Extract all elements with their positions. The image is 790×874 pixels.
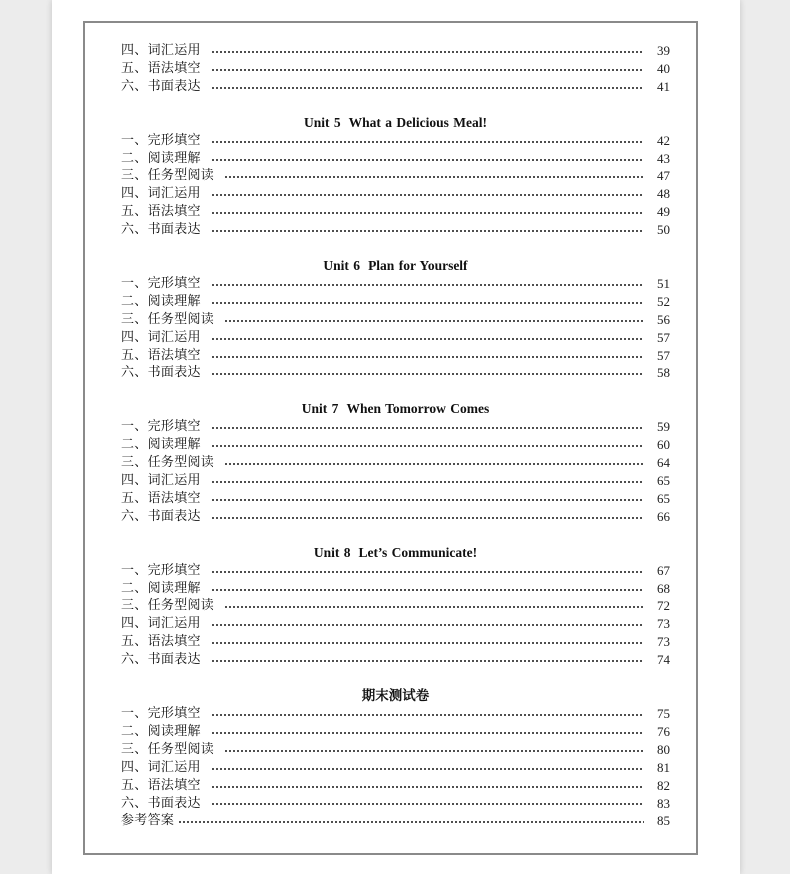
toc-entry-label: 参考答案 — [121, 813, 175, 829]
toc-entry-page: 49 — [657, 204, 670, 220]
toc-entry-page: 76 — [657, 723, 670, 739]
toc-entry-label: 二、阅读理解 — [121, 293, 201, 309]
toc-entry[interactable] — [121, 203, 670, 221]
toc-entry-label: 四、词汇运用 — [121, 186, 201, 202]
toc-entry-page: 65 — [657, 490, 670, 506]
toc-entry-page: 74 — [657, 652, 670, 668]
table-of-contents — [121, 42, 670, 830]
dot-leader — [224, 463, 644, 465]
toc-entry-label: 六、书面表达 — [121, 652, 201, 668]
toc-entry[interactable] — [121, 347, 670, 365]
toc-entry[interactable] — [121, 633, 670, 651]
toc-entry-label: 四、词汇运用 — [121, 616, 201, 632]
toc-entry-page: 51 — [657, 276, 670, 292]
toc-entry-label: 一、完形填空 — [121, 419, 201, 435]
toc-entry-page: 67 — [657, 562, 670, 578]
toc-entry[interactable] — [121, 454, 670, 472]
unit-number: Unit 8 — [313, 544, 351, 560]
dot-leader — [211, 159, 644, 161]
section-heading — [121, 257, 670, 275]
dot-leader — [211, 141, 644, 143]
toc-entry-label: 四、词汇运用 — [121, 473, 201, 489]
dot-leader — [211, 445, 644, 447]
toc-entry[interactable] — [121, 311, 670, 329]
dot-leader — [211, 803, 644, 805]
toc-sections — [121, 114, 670, 831]
toc-entry[interactable] — [121, 293, 670, 311]
toc-entry-page: 52 — [657, 293, 670, 309]
toc-entry-label: 六、书面表达 — [121, 795, 201, 811]
dot-leader — [211, 212, 644, 214]
dot-leader — [211, 499, 644, 501]
toc-entry-label: 五、语法填空 — [121, 347, 201, 363]
dot-leader — [224, 750, 644, 752]
toc-entry-page: 83 — [657, 795, 670, 811]
section-heading — [121, 114, 670, 132]
toc-entry-page: 65 — [657, 473, 670, 489]
dot-leader — [211, 427, 644, 429]
dot-leader — [211, 302, 644, 304]
toc-entry[interactable] — [121, 705, 670, 723]
dot-leader — [224, 176, 644, 178]
dot-leader — [211, 338, 644, 340]
toc-entry[interactable] — [121, 723, 670, 741]
toc-entry-label: 二、阅读理解 — [121, 723, 201, 739]
toc-entry[interactable] — [121, 185, 670, 203]
toc-entry[interactable] — [121, 275, 670, 293]
toc-entry[interactable] — [121, 132, 670, 150]
toc-entry[interactable] — [121, 562, 670, 580]
toc-entry-label: 二、阅读理解 — [121, 150, 201, 166]
unit-number: Unit 5 — [304, 114, 341, 130]
section-heading — [121, 687, 670, 705]
section-title: 期末测试卷 — [361, 688, 430, 704]
toc-entry[interactable] — [121, 60, 670, 78]
toc-entry-label: 二、阅读理解 — [121, 580, 201, 596]
toc-entry-label: 三、任务型阅读 — [121, 311, 215, 327]
toc-entry[interactable] — [121, 580, 670, 598]
dot-leader — [211, 768, 644, 770]
toc-entry-label: 四、词汇运用 — [121, 759, 201, 775]
toc-entry-label: 一、完形填空 — [121, 562, 201, 578]
dot-leader — [211, 714, 644, 716]
section-title: Plan for Yourself — [368, 258, 468, 274]
toc-entry-page: 72 — [657, 598, 670, 614]
dot-leader — [211, 642, 644, 644]
dot-leader — [211, 69, 644, 71]
dot-leader — [224, 320, 644, 322]
toc-entry-page: 56 — [657, 311, 670, 327]
toc-entry[interactable] — [121, 167, 670, 185]
toc-entry[interactable] — [121, 741, 670, 759]
dot-leader — [211, 660, 644, 662]
section-heading — [121, 400, 670, 418]
toc-entry-label: 四、词汇运用 — [121, 329, 201, 345]
toc-entry-page: 57 — [657, 329, 670, 345]
unit-number: Unit 7 — [301, 401, 339, 417]
section-heading — [121, 544, 670, 562]
toc-entry-page: 50 — [657, 222, 670, 238]
toc-entry-label: 五、语法填空 — [121, 490, 201, 506]
toc-entry-label: 五、语法填空 — [121, 204, 201, 220]
toc-entry-page: 81 — [657, 759, 670, 775]
toc-entry-page: 43 — [657, 150, 670, 166]
toc-entry-label: 一、完形填空 — [121, 276, 201, 292]
toc-entry-label: 一、完形填空 — [121, 706, 201, 722]
dot-leader — [211, 284, 644, 286]
toc-entry[interactable] — [121, 615, 670, 633]
dot-leader — [211, 373, 644, 375]
toc-entry-page: 41 — [657, 78, 670, 94]
toc-continued-entries — [121, 42, 670, 96]
dot-leader — [211, 230, 644, 232]
dot-leader — [211, 87, 644, 89]
toc-entry[interactable] — [121, 329, 670, 347]
dot-leader — [211, 624, 644, 626]
toc-entry-page: 85 — [657, 813, 670, 829]
toc-entry[interactable] — [121, 42, 670, 60]
dot-leader — [211, 356, 644, 358]
section-title: Let’s Communicate! — [358, 544, 478, 560]
toc-entry-page: 57 — [657, 347, 670, 363]
toc-entry-page: 59 — [657, 419, 670, 435]
toc-entry-label: 四、词汇运用 — [121, 43, 201, 58]
toc-entry-label: 三、任务型阅读 — [121, 168, 215, 184]
dot-leader — [211, 732, 644, 734]
toc-entry-page: 82 — [657, 777, 670, 793]
toc-entry-label: 三、任务型阅读 — [121, 455, 215, 471]
toc-entry[interactable] — [121, 150, 670, 168]
toc-entry-page: 48 — [657, 186, 670, 202]
toc-entry-label: 六、书面表达 — [121, 508, 201, 524]
dot-leader — [211, 51, 644, 53]
toc-entry-page: 42 — [657, 132, 670, 148]
toc-entry-page: 73 — [657, 616, 670, 632]
toc-entry-page: 58 — [657, 365, 670, 381]
toc-entry-label: 五、语法填空 — [121, 634, 201, 650]
toc-entry-label: 六、书面表达 — [121, 365, 201, 381]
toc-entry-label: 三、任务型阅读 — [121, 741, 215, 757]
dot-leader — [211, 481, 644, 483]
toc-entry[interactable] — [121, 364, 670, 382]
dot-leader — [211, 571, 644, 573]
dot-leader — [211, 786, 644, 788]
toc-entry-label: 三、任务型阅读 — [121, 598, 215, 614]
toc-entry-page: 66 — [657, 508, 670, 524]
toc-entry[interactable] — [121, 795, 670, 813]
dot-leader — [178, 821, 644, 823]
toc-entry[interactable] — [121, 436, 670, 454]
toc-entry-page: 39 — [657, 43, 670, 58]
section-title: What a Delicious Meal! — [348, 114, 487, 130]
toc-entry[interactable] — [121, 651, 670, 669]
dot-leader — [211, 517, 644, 519]
toc-entry-page: 68 — [657, 580, 670, 596]
toc-entry[interactable] — [121, 221, 670, 239]
dot-leader — [211, 589, 644, 591]
toc-entry-page: 73 — [657, 634, 670, 650]
toc-entry[interactable] — [121, 508, 670, 526]
toc-entry-label: 二、阅读理解 — [121, 437, 201, 453]
toc-entry[interactable] — [121, 490, 670, 508]
toc-entry-page: 47 — [657, 168, 670, 184]
toc-entry[interactable] — [121, 472, 670, 490]
section-title: When Tomorrow Comes — [346, 401, 490, 417]
toc-entry-label: 六、书面表达 — [121, 78, 201, 94]
toc-entry-page: 80 — [657, 741, 670, 757]
toc-entry[interactable] — [121, 812, 670, 830]
toc-entry-label: 一、完形填空 — [121, 132, 201, 148]
unit-number: Unit 6 — [323, 258, 361, 274]
toc-entry[interactable] — [121, 759, 670, 777]
dot-leader — [224, 606, 644, 608]
toc-entry[interactable] — [121, 418, 670, 436]
toc-entry[interactable] — [121, 78, 670, 96]
toc-entry-label: 五、语法填空 — [121, 60, 201, 76]
toc-entry-label: 五、语法填空 — [121, 777, 201, 793]
toc-entry-page: 40 — [657, 60, 670, 76]
dot-leader — [211, 194, 644, 196]
toc-entry-page: 64 — [657, 455, 670, 471]
toc-entry-label: 六、书面表达 — [121, 222, 201, 238]
toc-entry[interactable] — [121, 597, 670, 615]
toc-entry[interactable] — [121, 777, 670, 795]
toc-entry-page: 60 — [657, 437, 670, 453]
toc-entry-page: 75 — [657, 706, 670, 722]
